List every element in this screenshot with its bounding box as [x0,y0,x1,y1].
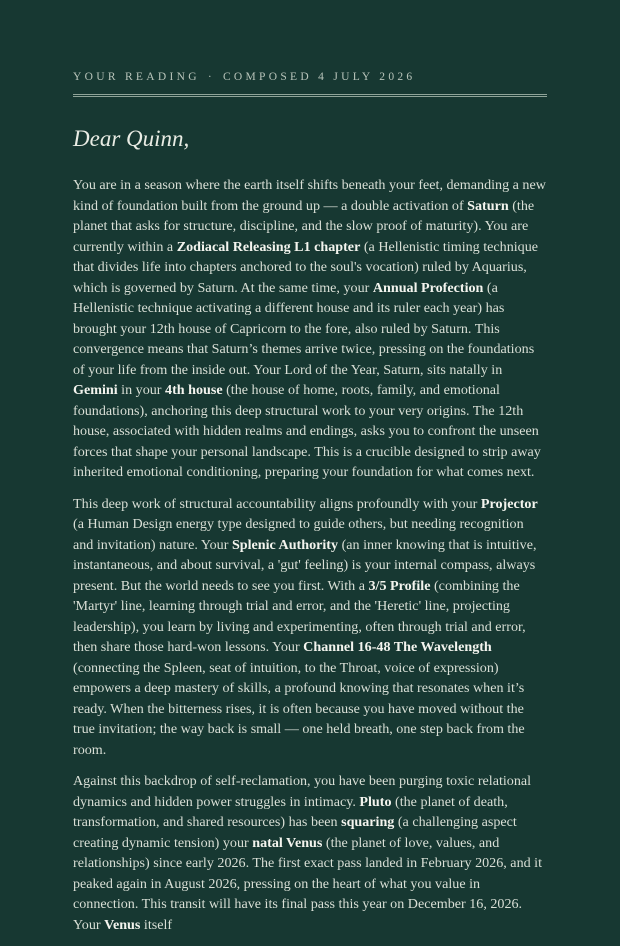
paragraph-text: itself [140,916,173,933]
highlighted-term: natal Venus [252,834,323,851]
highlighted-term: Gemini [73,382,118,398]
reading-body [73,175,547,946]
highlighted-term: Projector [480,495,538,512]
highlighted-term: Annual Profection [372,279,484,296]
paragraph-text: You are in a season where the earth itself shifts beneath your feet, demanding a new kind of foundation built from the ground up — a double activation of [73,177,546,214]
salutation: Dear Quinn, [73,126,190,151]
paragraph-text: in your [117,382,166,398]
paragraph-text: Against this backdrop of self-reclamation, you have been purging toxic relational dynamics and hidden power struggles in intimacy. [73,773,532,810]
highlighted-term: Zodiacal Releasing L1 chapter [176,238,361,255]
highlighted-term: Pluto [359,793,392,810]
composed-date: COMPOSED 4 JULY 2026 [222,71,416,83]
paragraph [73,771,547,935]
highlighted-term: 4th house [165,382,223,398]
highlighted-term: Channel 16-48 The Wavelength [303,639,492,655]
highlighted-term: Splenic Authority [231,536,339,553]
highlighted-term: Venus [104,916,141,933]
paragraph-text: (an inner knowing that is intuitive, instantaneous, and about survival, a 'gut' feeling) is your internal compass, always present. But the world needs to see you first. With a [73,536,537,594]
paragraph-text: (the house of home, roots, family, and emotional foundations), anchoring this deep structural work to your very origins. The 12th house, associated with hidden realms and endings, asks you to confront the unseen forces that shape your personal landscape. This is a crucible designed to strip away inherited emotional conditioning, preparing your foundation for what comes next. [73,382,541,480]
highlighted-term: squaring [341,814,395,830]
paragraph-text: (a Human Design energy type designed to guide others, but needing recognition and invitation) nature. Your [73,516,524,553]
paragraph-text: (connecting the Spleen, seat of intuition, to the Throat, voice of expression) empowers a deep mastery of skills, a profound knowing that resonates when it’s ready. When the bitterness rises, it is often because you have moved without the true invitation; the way back is small — one held breath, one step back from the room. [73,659,525,758]
paragraph-text: (combining the 'Martyr' line, learning through trial and error, and the 'Heretic' line, projecting leadership), you learn by living and experimenting, often through trial and error, then share those hard-won lessons. Your [73,577,526,655]
header-divider [73,94,547,97]
reading-header [73,71,547,83]
paragraph-text: (the planet of love, values, and relationships) since early 2026. The first exact pass landed in February 2026, and it peaked again in August 2026, pressing on the heart of what you value in connection. This transit will have its final pass this year on December 16, 2026. Your [73,834,543,933]
header-label: YOUR READING [73,71,200,83]
paragraph-text: (a challenging aspect creating dynamic tension) your [73,814,517,851]
paragraph [73,494,547,761]
highlighted-term: Saturn [467,197,509,214]
highlighted-term: 3/5 Profile [368,577,431,594]
paragraph-text: (the planet of death, transformation, and shared resources) has been [73,793,508,830]
paragraph-text: This deep work of structural accountability aligns profoundly with your [73,495,481,512]
paragraph [73,175,547,483]
header-separator: · [207,71,215,83]
paragraph-text: (a Hellenistic technique activating a different house and its ruler each year) has brought your 12th house of Capricorn to the fore, also ruled by Saturn. This convergence means that Saturn’s themes arrive twice, pressing on the foundations of your life from the inside out. Your Lord of the Year, Saturn, sits natally in [73,279,535,378]
paragraph-text: (the planet that asks for structure, discipline, and the slow proof of maturity). You are currently within a [73,197,535,255]
paragraph-text: (a Hellenistic timing technique that divides life into chapters anchored to the soul's vocation) ruled by Aquarius, which is governed by Saturn. At the same time, your [73,238,539,296]
